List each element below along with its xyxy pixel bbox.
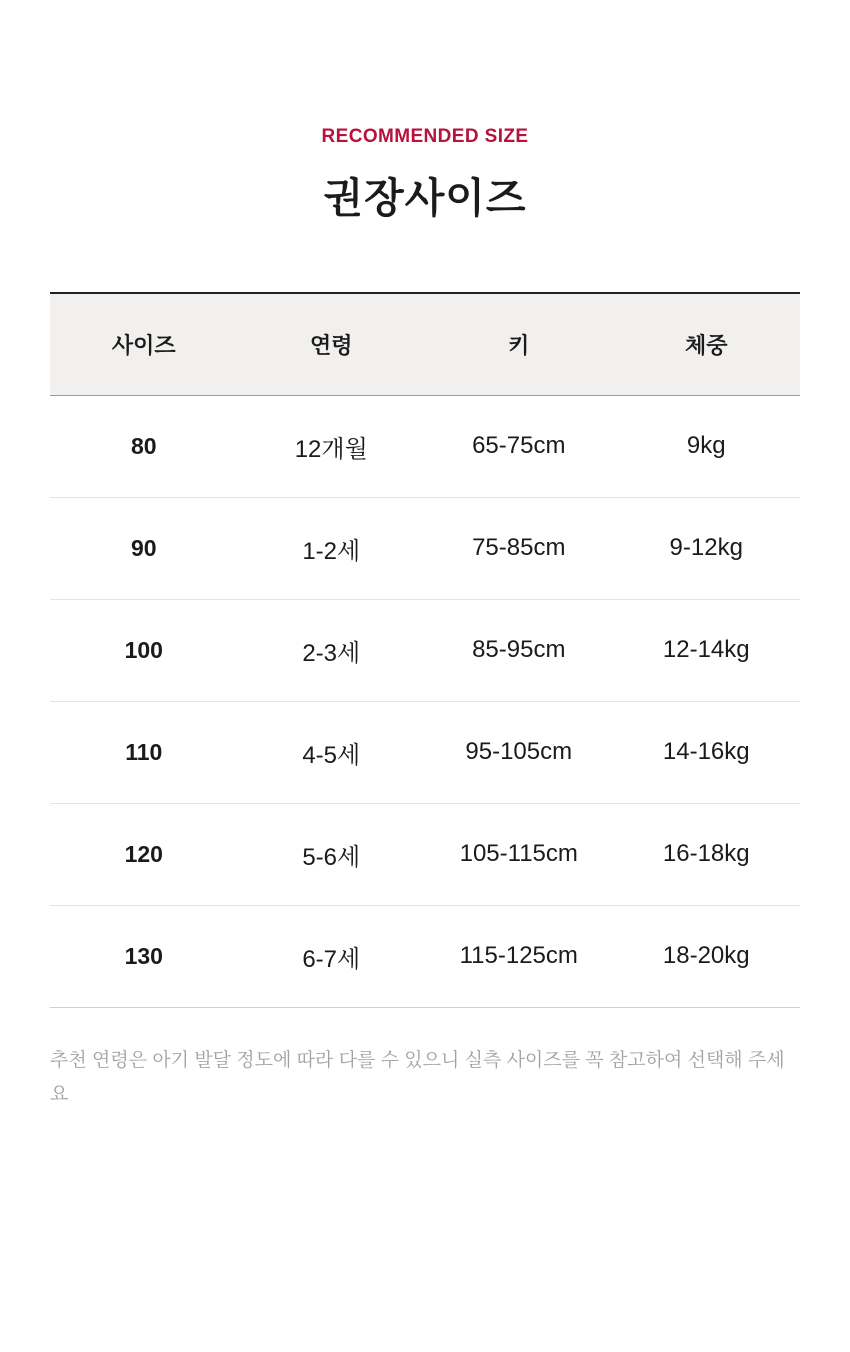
table-row [50, 803, 800, 905]
cell-age: 6-7세 [238, 905, 426, 1007]
cell-age: 4-5세 [238, 701, 426, 803]
cell-age: 5-6세 [238, 803, 426, 905]
cell-age: 1-2세 [238, 497, 426, 599]
cell-size: 130 [50, 905, 238, 1007]
cell-height: 65-75cm [425, 395, 613, 497]
table-row [50, 599, 800, 701]
column-header-height: 키 [425, 293, 613, 395]
cell-weight: 9kg [613, 395, 801, 497]
cell-age: 12개월 [238, 395, 426, 497]
size-table-body [50, 395, 800, 1007]
size-guide-footnote: 추천 연령은 아기 발달 정도에 따라 다를 수 있으니 실측 사이즈를 꼭 참고하여 선택해 주세요 [50, 1049, 785, 1105]
cell-size: 90 [50, 497, 238, 599]
cell-height: 115-125cm [425, 905, 613, 1007]
table-header-row [50, 293, 800, 395]
size-guide-section [0, 126, 850, 1112]
size-table-header [50, 293, 800, 395]
cell-size: 120 [50, 803, 238, 905]
cell-size: 80 [50, 395, 238, 497]
cell-weight: 18-20kg [613, 905, 801, 1007]
column-header-weight: 체중 [613, 293, 801, 395]
cell-weight: 12-14kg [613, 599, 801, 701]
column-header-age: 연령 [238, 293, 426, 395]
recommended-size-eyebrow: RECOMMENDED SIZE [321, 126, 529, 147]
table-row [50, 701, 800, 803]
cell-height: 95-105cm [425, 701, 613, 803]
table-row [50, 395, 800, 497]
page-title: 권장사이즈 [323, 175, 527, 221]
cell-height: 105-115cm [425, 803, 613, 905]
cell-height: 75-85cm [425, 497, 613, 599]
cell-size: 100 [50, 599, 238, 701]
cell-weight: 16-18kg [613, 803, 801, 905]
table-row [50, 905, 800, 1007]
cell-weight: 9-12kg [613, 497, 801, 599]
size-table [50, 292, 800, 1008]
cell-weight: 14-16kg [613, 701, 801, 803]
cell-size: 110 [50, 701, 238, 803]
column-header-size: 사이즈 [50, 293, 238, 395]
cell-height: 85-95cm [425, 599, 613, 701]
table-row [50, 497, 800, 599]
cell-age: 2-3세 [238, 599, 426, 701]
